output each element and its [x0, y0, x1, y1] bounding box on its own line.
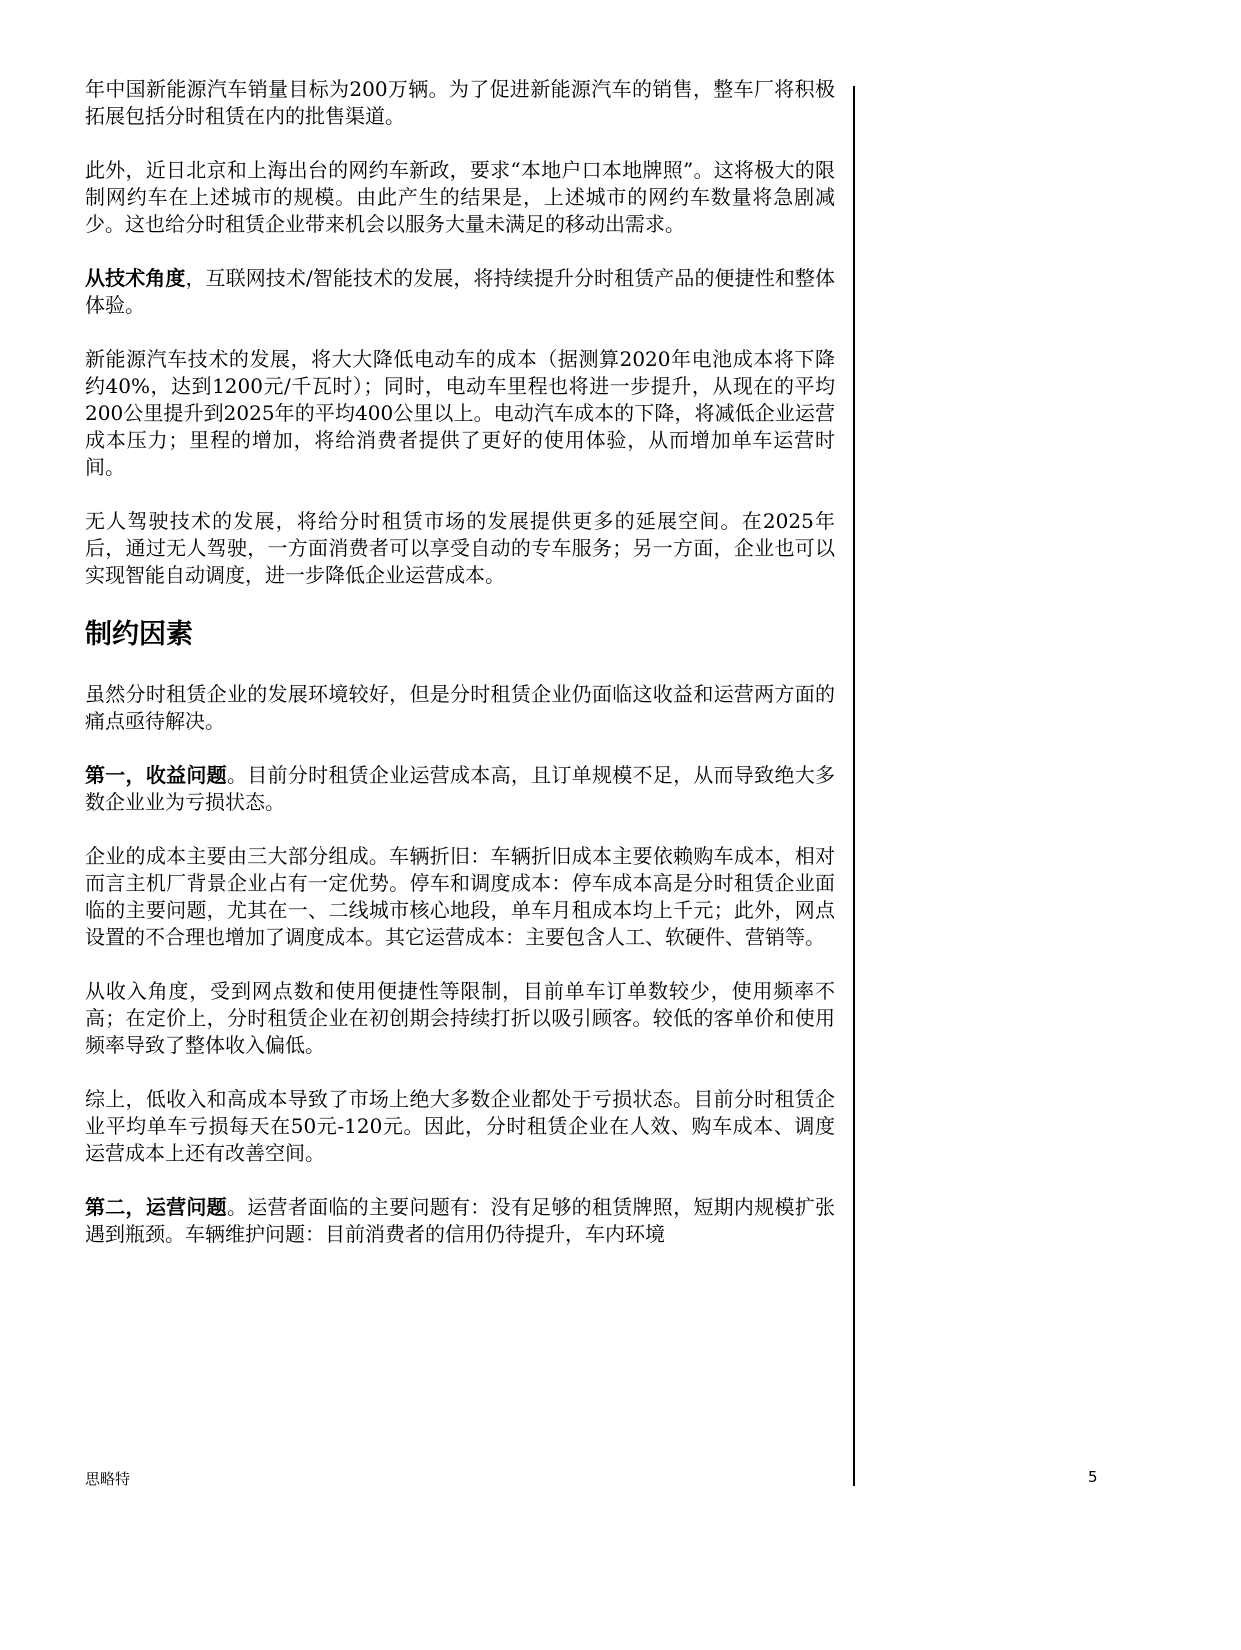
footer-brand: 思略特: [85, 1470, 131, 1488]
paragraph-text: ，互联网技术/智能技术的发展，将持续提升分时租赁产品的便捷性和整体体验。: [85, 266, 836, 317]
page-number: 5: [1088, 1468, 1098, 1486]
body-text: [85, 76, 835, 1275]
paragraph: 新能源汽车技术的发展，将大大降低电动车的成本（据测算2020年电池成本将下降约40%，达到1200元/千瓦时）；同时，电动车里程也将进一步提升，从现在的平均200公里提升到2025年的平均400公里以上。电动汽车成本的下降，将减低企业运营成本压力；里程的增加，将给消费者提供了更好的使用体验，从而增加单车运营时间。: [85, 347, 835, 479]
paragraph-text: 。运营者面临的主要问题有：没有足够的租赁牌照，短期内规模扩张遇到瓶颈。车辆维护问题：目前消费者的信用仍待提升，车内环境: [85, 1195, 836, 1246]
vertical-divider: [853, 86, 855, 1486]
bold-lead: 第一，收益问题: [85, 763, 227, 787]
paragraph-text: 。目前分时租赁企业运营成本高，且订单规模不足，从而导致绝大多数企业业为亏损状态。: [85, 763, 836, 814]
section-heading: 制约因素: [85, 619, 193, 650]
paragraph: 企业的成本主要由三大部分组成。车辆折旧：车辆折旧成本主要依赖购车成本，相对而言主机厂背景企业占有一定优势。停车和调度成本：停车成本高是分时租赁企业面临的主要问题，尤其在一、二线城市核心地段，单车月租成本均上千元；此外，网点设置的不合理也增加了调度成本。其它运营成本：主要包含人工、软硬件、营销等。: [85, 844, 835, 949]
paragraph: [85, 762, 835, 816]
paragraph: 年中国新能源汽车销量目标为200万辆。为了促进新能源汽车的销售，整车厂将积极拓展包括分时租赁在内的批售渠道。: [85, 77, 835, 128]
paragraph: [85, 1194, 835, 1248]
paragraph: 无人驾驶技术的发展，将给分时租赁市场的发展提供更多的延展空间。在2025年后，通过无人驾驶，一方面消费者可以享受自动的专车服务；另一方面，企业也可以实现智能自动调度，进一步降低企业运营成本。: [85, 509, 835, 587]
paragraph: 虽然分时租赁企业的发展环境较好，但是分时租赁企业仍面临这收益和运营两方面的痛点亟待解决。: [85, 682, 835, 733]
paragraph: [85, 265, 835, 319]
paragraph: 综上，低收入和高成本导致了市场上绝大多数企业都处于亏损状态。目前分时租赁企业平均单车亏损每天在50元-120元。因此，分时租赁企业在人效、购车成本、调度运营成本上还有改善空间。: [85, 1087, 835, 1165]
paragraph: 从收入角度，受到网点数和使用便捷性等限制，目前单车订单数较少，使用频率不高；在定价上，分时租赁企业在初创期会持续打折以吸引顾客。较低的客单价和使用频率导致了整体收入偏低。: [85, 979, 835, 1057]
paragraph: 此外，近日北京和上海出台的网约车新政，要求“本地户口本地牌照”。这将极大的限制网约车在上述城市的规模。由此产生的结果是，上述城市的网约车数量将急剧减少。这也给分时租赁企业带来机会以服务大量未满足的移动出需求。: [85, 158, 835, 236]
bold-lead: 从技术角度: [85, 266, 186, 290]
bold-lead: 第二，运营问题: [85, 1195, 227, 1219]
